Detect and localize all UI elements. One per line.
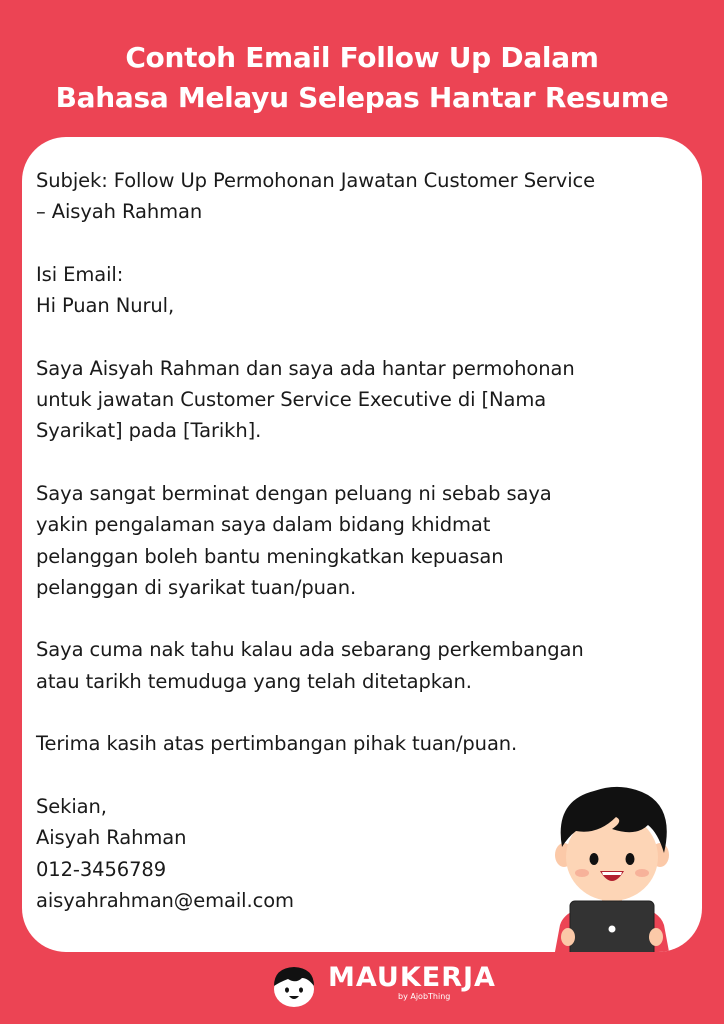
footer-brand (0, 960, 724, 1010)
email-signoff: Sekian, (36, 794, 107, 818)
email-subject-line-2: – Aisyah Rahman (36, 200, 203, 224)
email-subject-line-1: Subjek: Follow Up Permohonan Jawatan Customer Service (36, 169, 596, 192)
smiling-face-logo-icon (268, 964, 320, 1008)
email-body-label: Isi Email: (36, 262, 124, 286)
email-paragraph-4: Terima kasih atas pertimbangan pihak tuan/puan. (36, 732, 518, 756)
email-paragraph-3-line: atau tarikh temuduga yang telah ditetapkan. (36, 669, 472, 693)
email-paragraph-1-line: untuk jawatan Customer Service Executive di [Nama (36, 388, 547, 412)
email-paragraph-1-line: Saya Aisyah Rahman dan saya ada hantar permohonan (36, 356, 575, 380)
email-paragraph-2-line: Saya sangat berminat dengan peluang ni sebab saya (36, 481, 552, 505)
email-card (22, 137, 702, 952)
spacer (36, 603, 696, 634)
title-line-1: Contoh Email Follow Up Dalam (125, 41, 599, 74)
brand-tagline: by AjobThing (398, 992, 451, 1001)
email-greeting: Hi Puan Nurul, (36, 294, 175, 318)
sender-phone: 012-3456789 (36, 857, 167, 881)
brand-name: MAUKERJA (328, 962, 496, 993)
sender-name: Aisyah Rahman (36, 826, 187, 850)
spacer (36, 447, 696, 478)
spacer (36, 228, 696, 259)
email-paragraph-3-line: Saya cuma nak tahu kalau ada sebarang perkembangan (36, 638, 584, 662)
person-with-laptop-icon (532, 777, 692, 952)
spacer (36, 321, 696, 352)
email-paragraph-2-line: pelanggan di syarikat tuan/puan. (36, 575, 357, 599)
spacer (36, 697, 696, 728)
title-line-2: Bahasa Melayu Selepas Hantar Resume (55, 81, 669, 114)
email-paragraph-2-line: yakin pengalaman saya dalam bidang khidmat (36, 513, 491, 537)
email-paragraph-2-line: pelanggan boleh bantu meningkatkan kepuasan (36, 544, 504, 568)
email-paragraph-1-line: Syarikat] pada [Tarikh]. (36, 419, 262, 443)
sender-email: aisyahrahman@email.com (36, 888, 294, 912)
page-title (0, 38, 724, 118)
